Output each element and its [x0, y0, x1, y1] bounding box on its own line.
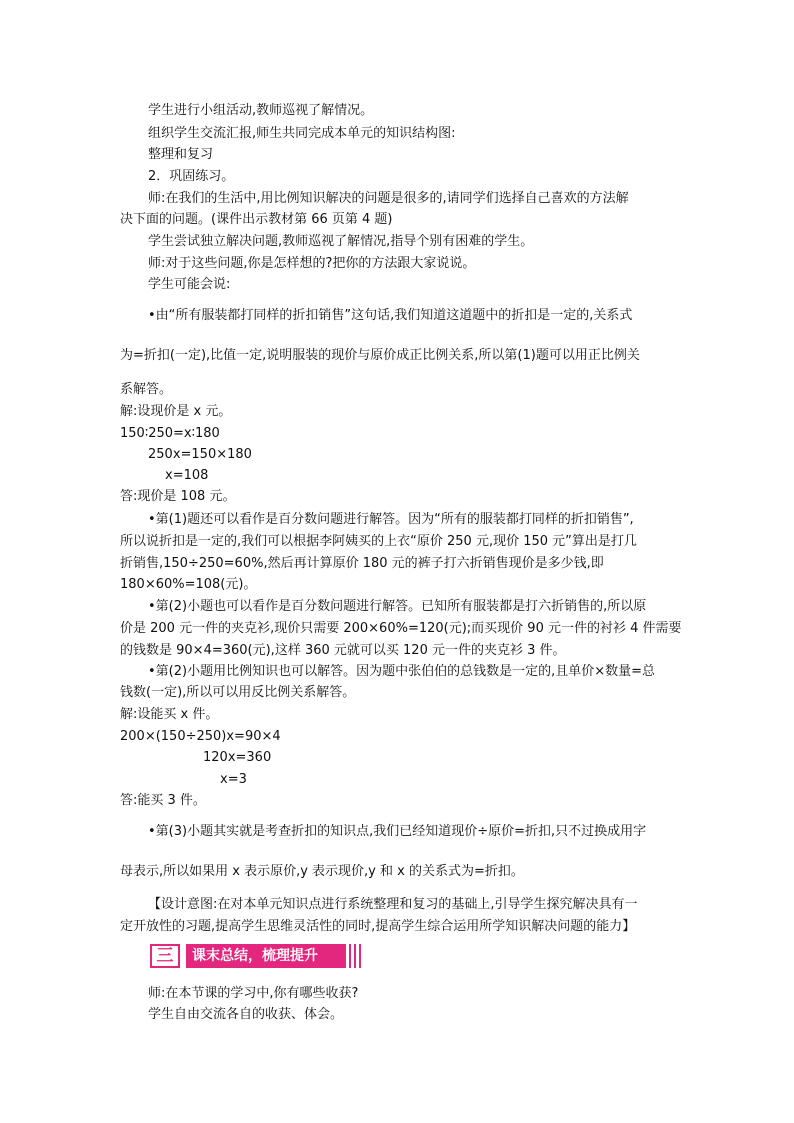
- equation-line: 解:设能买 x 件。: [120, 707, 219, 722]
- text-line: 学生尝试独立解决问题,教师巡视了解情况,指导个别有困难的学生。: [148, 234, 534, 249]
- text-line: 师:在本节课的学习中,你有哪些收获?: [148, 986, 359, 1001]
- text-line: 学生可能会说:: [148, 277, 231, 292]
- text-line: 价是 200 元一件的夹克衫,现价只需要 200×60%=120(元);而买现价 90 元一件的衬衫 4 件需要: [120, 621, 682, 636]
- text-line: 师:对于这些问题,你是怎样想的?把你的方法跟大家说说。: [148, 256, 476, 271]
- design-intent-line: 定开放性的习题,提高学生思维灵活性的同时,提高学生综合运用所学知识解决问题的能力】: [120, 919, 636, 934]
- text-line: 答:能买 3 件。: [120, 793, 206, 808]
- equation-line: 250x=150×180: [148, 447, 252, 462]
- equation-line: 120x=360: [203, 750, 272, 765]
- text-line: 答:现价是 108 元。: [120, 489, 236, 504]
- equation-line: 150∶250=x∶180: [120, 426, 220, 441]
- text-line: 学生进行小组活动,教师巡视了解情况。: [148, 103, 374, 118]
- equation-line: 解:设现价是 x 元。: [120, 404, 232, 419]
- text-line: •第(2)小题也可以看作是百分数问题进行解答。已知所有服装都是打六折销售的,所以原: [148, 599, 647, 614]
- text-line: •第(3)小题其实就是考查折扣的知识点,我们已经知道现价÷原价=折扣,只不过换成用字: [148, 824, 647, 839]
- text-line: 母表示,所以如果用 x 表示原价,y 表示现价,y 和 x 的关系式为=折扣。: [120, 864, 524, 879]
- text-line: 钱数(一定),所以可以用反比例关系解答。: [120, 685, 356, 700]
- text-line: 师:在我们的生活中,用比例知识解决的问题是很多的,请同学们选择自己喜欢的方法解: [148, 191, 629, 206]
- text-line: 所以说折扣是一定的,我们可以根据李阿姨买的上衣“原价 250 元,现价 150 元”算出是打几: [120, 534, 637, 549]
- text-line: 决下面的问题。(课件出示教材第 66 页第 4 题): [120, 212, 393, 227]
- text-line: •由“所有服装都打同样的折扣销售”这句话,我们知道这道题中的折扣是一定的,关系式: [148, 308, 633, 323]
- equation-line: x=3: [220, 772, 247, 787]
- equation-line: x=108: [165, 468, 209, 483]
- equation-line: 200×(150÷250)x=90×4: [120, 729, 281, 744]
- text-line: 折销售,150÷250=60%,然后再计算原价 180 元的裤子打六折销售现价是多少钱,即: [120, 556, 604, 571]
- text-line: 系解答。: [120, 382, 173, 397]
- text-line: 学生自由交流各自的收获、体会。: [148, 1007, 344, 1022]
- text-line: 180×60%=108(元)。: [120, 577, 257, 592]
- text-line: 整理和复习: [148, 147, 214, 162]
- text-line: •第(1)题还可以看作是百分数问题进行解答。因为“所有的服装都打同样的折扣销售”,: [148, 512, 634, 527]
- decorative-tick: [359, 944, 361, 968]
- decorative-tick: [354, 944, 356, 968]
- text-line: 的钱数是 90×4=360(元),这样 360 元就可以买 120 元一件的夹克衫 3 件。: [120, 643, 566, 658]
- section-number: 三: [150, 944, 180, 968]
- text-line: 2．巩固练习。: [148, 169, 235, 184]
- text-line: •第(2)小题用比例知识也可以解答。因为题中张伯伯的总钱数是一定的,且单价×数量=总: [148, 664, 656, 679]
- text-line: 为=折扣(一定),比值一定,说明服装的现价与原价成正比例关系,所以第(1)题可以用正比例关: [120, 348, 640, 363]
- design-intent-line: 【设计意图:在对本单元知识点进行系统整理和复习的基础上,引导学生探究解决具有一: [148, 897, 638, 912]
- section-banner: [150, 944, 362, 968]
- decorative-tick: [349, 944, 351, 968]
- section-title: 课末总结，梳理提升: [192, 948, 318, 964]
- text-line: 组织学生交流汇报,师生共同完成本单元的知识结构图:: [148, 126, 456, 141]
